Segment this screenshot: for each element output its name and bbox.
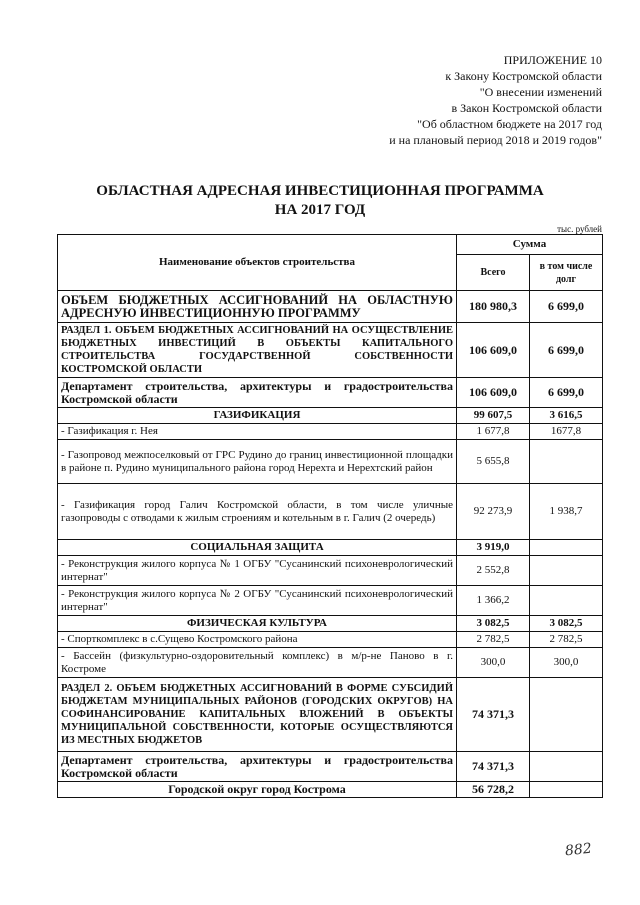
row-name: - Реконструкция жилого корпуса № 1 ОГБУ "Сусанинский психоневрологический интернат" [58, 556, 457, 586]
table-row [58, 440, 603, 484]
appendix-line: к Закону Костромской области [445, 69, 602, 83]
row-name: Департамент строительства, архитектуры и градостроительства Костромской области [58, 752, 457, 782]
appendix-line: и на плановый период 2018 и 2019 годов" [389, 133, 602, 147]
row-incl: 300,0 [530, 648, 603, 678]
table-row [58, 586, 603, 616]
row-name: ОБЪЕМ БЮДЖЕТНЫХ АССИГНОВАНИЙ НА ОБЛАСТНУЮ АДРЕСНУЮ ИНВЕСТИЦИОННУЮ ПРОГРАММУ [58, 291, 457, 323]
row-name: Городской округ город Кострома [58, 782, 457, 798]
row-incl: 1677,8 [530, 424, 603, 440]
row-incl: 2 782,5 [530, 632, 603, 648]
row-incl [530, 752, 603, 782]
header-name-cell: Наименование объектов строительства [58, 235, 457, 291]
appendix-line: ПРИЛОЖЕНИЕ 10 [503, 53, 602, 67]
row-incl [530, 678, 603, 752]
row-name: РАЗДЕЛ 1. ОБЪЕМ БЮДЖЕТНЫХ АССИГНОВАНИЙ НА ОСУЩЕСТВЛЕНИЕ БЮДЖЕТНЫХ ИНВЕСТИЦИЙ В ОБЪЕКТЫ КАПИТАЛЬНОГО СТРОИТЕЛЬСТВА ГОСУДАРСТВЕННОЙ СОБСТВЕННОСТИ КОСТРОМСКОЙ ОБЛАСТИ [58, 323, 457, 378]
table-row [58, 678, 603, 752]
row-incl [530, 540, 603, 556]
row-incl: 3 616,5 [530, 408, 603, 424]
row-total: 99 607,5 [457, 408, 530, 424]
table-row [58, 378, 603, 408]
row-name: РАЗДЕЛ 2. ОБЪЕМ БЮДЖЕТНЫХ АССИГНОВАНИЙ В ФОРМЕ СУБСИДИЙ БЮДЖЕТАМ МУНИЦИПАЛЬНЫХ РАЙОНОВ (ГОРОДСКИХ ОКРУГОВ) НА СОФИНАНСИРОВАНИЕ КАПИТАЛЬНЫХ ВЛОЖЕНИЙ В ОБЪЕКТЫ МУНИЦИПАЛЬНОЙ СОБСТВЕННОСТИ, КОТОРЫЕ ОСУЩЕСТВЛЯЮТСЯ ИЗ МЕСТНЫХ БЮДЖЕТОВ [58, 678, 457, 752]
row-name: ГАЗИФИКАЦИЯ [58, 408, 457, 424]
row-incl [530, 586, 603, 616]
row-name: Департамент строительства, архитектуры и градостроительства Костромской области [58, 378, 457, 408]
row-name: - Бассейн (физкультурно-оздоровительный комплекс) в м/р-не Паново в г. Костроме [58, 648, 457, 678]
table-row [58, 484, 603, 540]
appendix-line: "О внесении изменений [479, 85, 602, 99]
row-incl: 1 938,7 [530, 484, 603, 540]
units-label: тыс. рублей [557, 224, 602, 234]
investment-table [57, 234, 603, 798]
row-name: - Газопровод межпоселковый от ГРС Рудино до границ инвестиционной площадки в районе п. Рудино муниципального района город Нерехта и Нерехтский район [58, 440, 457, 484]
row-incl: 6 699,0 [530, 291, 603, 323]
row-name: ФИЗИЧЕСКАЯ КУЛЬТУРА [58, 616, 457, 632]
row-name: - Газификация город Галич Костромской области, в том числе уличные газопроводы с отводами к жилым строениям и котельным в г. Галич (2 очередь) [58, 484, 457, 540]
appendix-header [302, 52, 602, 148]
row-total: 2 782,5 [457, 632, 530, 648]
row-total: 106 609,0 [457, 378, 530, 408]
row-name: - Реконструкция жилого корпуса № 2 ОГБУ "Сусанинский психоневрологический интернат" [58, 586, 457, 616]
row-total: 74 371,3 [457, 752, 530, 782]
row-total: 180 980,3 [457, 291, 530, 323]
table-row [58, 408, 603, 424]
row-incl: 6 699,0 [530, 378, 603, 408]
table-row [58, 616, 603, 632]
table-row [58, 782, 603, 798]
row-name: - Спорткомплекс в с.Сущево Костромского района [58, 632, 457, 648]
table-row [58, 556, 603, 586]
table-row [58, 424, 603, 440]
appendix-line: "Об областном бюджете на 2017 год [417, 117, 602, 131]
row-total: 106 609,0 [457, 323, 530, 378]
table-row [58, 291, 603, 323]
document-title [0, 182, 640, 220]
table-row [58, 648, 603, 678]
row-total: 5 655,8 [457, 440, 530, 484]
row-total: 3 919,0 [457, 540, 530, 556]
header-sum-cell: Сумма [457, 235, 603, 255]
row-total: 3 082,5 [457, 616, 530, 632]
row-incl [530, 440, 603, 484]
title-line-2: НА 2017 ГОД [274, 202, 366, 218]
row-total: 1 677,8 [457, 424, 530, 440]
title-line-1: ОБЛАСТНАЯ АДРЕСНАЯ ИНВЕСТИЦИОННАЯ ПРОГРАММА [96, 183, 544, 199]
table-row [58, 540, 603, 556]
row-total: 1 366,2 [457, 586, 530, 616]
row-name: СОЦИАЛЬНАЯ ЗАЩИТА [58, 540, 457, 556]
handwritten-page-number: 882 [564, 840, 593, 860]
row-incl [530, 556, 603, 586]
table-row [58, 752, 603, 782]
header-incl-cell: в том числе долг [530, 255, 603, 291]
table-row [58, 632, 603, 648]
row-total: 74 371,3 [457, 678, 530, 752]
row-total: 92 273,9 [457, 484, 530, 540]
table-row [58, 323, 603, 378]
row-incl: 3 082,5 [530, 616, 603, 632]
appendix-line: в Закон Костромской области [451, 101, 602, 115]
row-incl [530, 782, 603, 798]
row-name: - Газификация г. Нея [58, 424, 457, 440]
row-total: 300,0 [457, 648, 530, 678]
row-total: 2 552,8 [457, 556, 530, 586]
row-incl: 6 699,0 [530, 323, 603, 378]
header-total-cell: Всего [457, 255, 530, 291]
row-total: 56 728,2 [457, 782, 530, 798]
